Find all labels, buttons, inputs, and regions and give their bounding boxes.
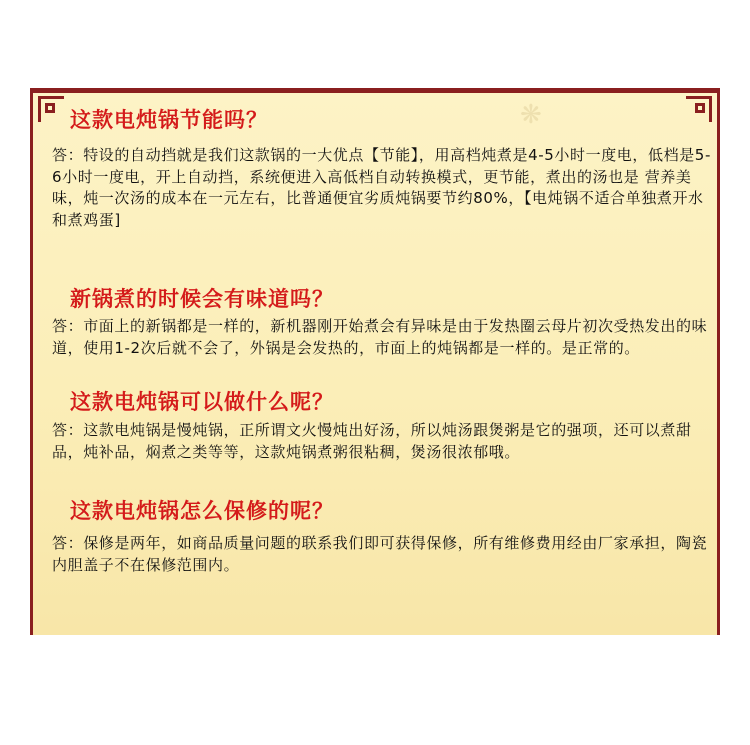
faq-answer-uses: 答：这款电炖锅是慢炖锅，正所谓文火慢炖出好汤，所以炖汤跟煲粥是它的强项，还可以煮甜品，炖补品，焖煮之类等等，这款炖锅煮粥很粘稠，煲汤很浓郁哦。 <box>52 421 692 461</box>
faq-answer-warranty: 答：保修是两年，如商品质量问题的联系我们即可获得保修，所有维修费用经由厂家承担，陶瓷内胆盖子不在保修范围内。 <box>52 534 708 574</box>
corner-ornament-right-icon <box>686 96 712 122</box>
corner-ornament-left-icon <box>38 96 64 122</box>
faq-heading-energy: 这款电炖锅节能吗？ <box>70 108 268 132</box>
background-watermark-icon: ❋ <box>520 100 542 130</box>
faq-heading-uses: 这款电炖锅可以做什么呢？ <box>70 390 334 414</box>
faq-answer-energy: 答：特设的自动挡就是我们这款锅的一大优点【节能】，用高档炖煮是4-5小时一度电，低档是5-6小时一度电，开上自动挡，系统便进入高低档自动转换模式，更节能，煮出的汤也是 营养美味，炖一次汤的成本在一元左右，比普通便宜劣质炖锅要节约80%，【电炖锅不适合单独煮开水和煮鸡蛋] <box>52 146 711 229</box>
panel-top-border <box>30 88 720 93</box>
faq-heading-odor: 新锅煮的时候会有味道吗？ <box>70 287 334 311</box>
faq-heading-warranty: 这款电炖锅怎么保修的呢？ <box>70 499 334 523</box>
faq-answer-odor: 答：市面上的新锅都是一样的，新机器刚开始煮会有异味是由于发热圈云母片初次受热发出的味道，使用1-2次后就不会了，外锅是会发热的，市面上的炖锅都是一样的。是正常的。 <box>52 317 708 357</box>
